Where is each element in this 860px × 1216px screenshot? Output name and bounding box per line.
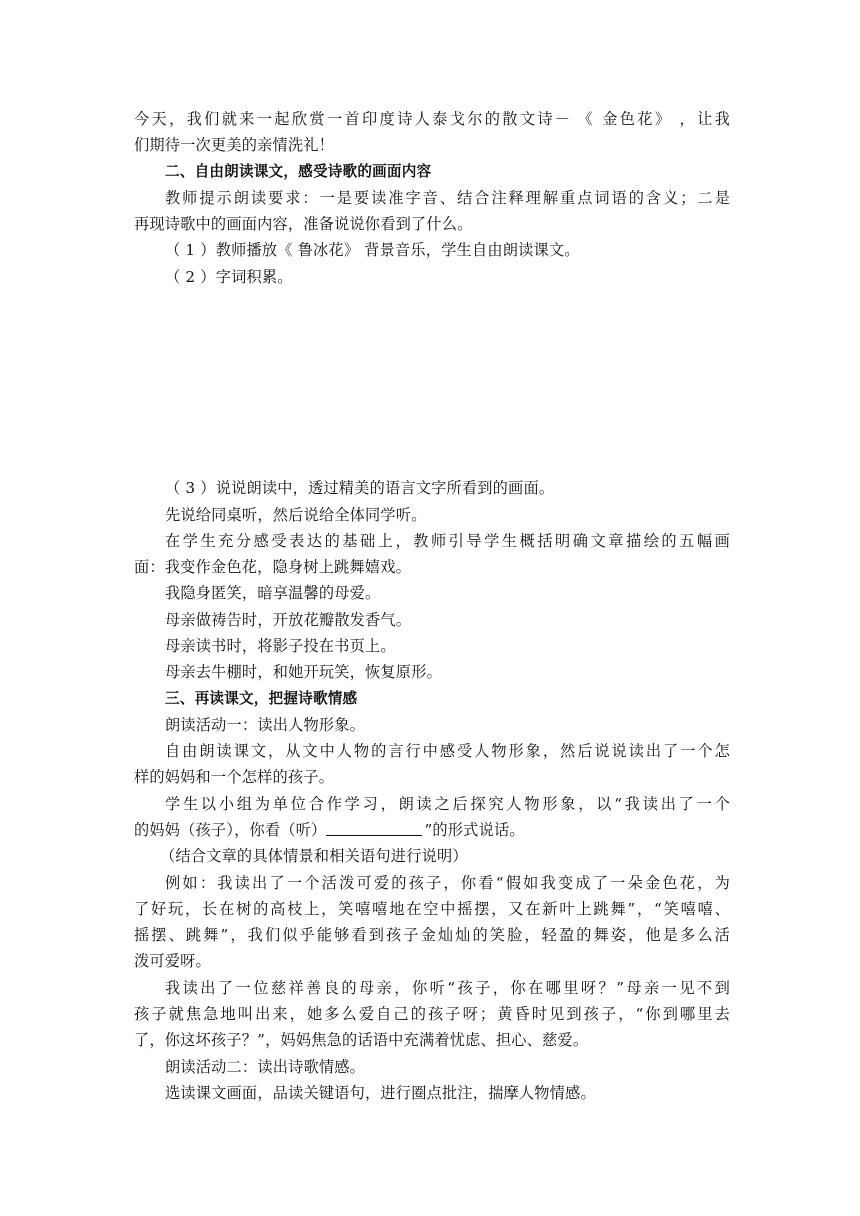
paragraph-line: 例如：我读出了一个活泼可爱的孩子，你看“假如我变成了一朵金色花，为 xyxy=(165,874,730,892)
paragraph-line: （结合文章的具体情景和相关语句进行说明） xyxy=(160,847,468,865)
paragraph-line: 泼可爱呀。 xyxy=(134,952,211,970)
paragraph-line: 母亲做祷告时，开放花瓣散发香气。 xyxy=(165,611,412,629)
paragraph-line: 自由朗读课文，从文中人物的言行中感受人物形象，然后说说读出了一个怎 xyxy=(165,742,730,760)
paragraph-line: 摇摆、跳舞”，我们似乎能够看到孩子金灿灿的笑脸，轻盈的舞姿，他是多么活 xyxy=(134,926,730,944)
section-heading: 三、再读课文，把握诗歌情感 xyxy=(165,690,358,707)
paragraph-line: 样的妈妈和一个怎样的孩子。 xyxy=(134,768,335,786)
paragraph-line: 母亲去牛棚时，和她开玩笑，恢复原形。 xyxy=(165,663,442,681)
section-heading: 二、自由朗读课文，感受诗歌的画面内容 xyxy=(165,163,432,180)
paragraph-line: 先说给同桌听，然后说给全体同学听。 xyxy=(165,506,427,524)
paragraph-line: （ 1 ）教师播放《 鲁冰花》 背景音乐，学生自由朗读课文。 xyxy=(165,241,580,259)
paragraph-line: 再现诗歌中的画面内容，准备说说你看到了什么。 xyxy=(134,215,473,233)
fill-in-blank xyxy=(326,820,422,836)
paragraph-line: 选读课文画面，品读关键语句，进行圈点批注，揣摩人物情感。 xyxy=(165,1084,596,1102)
paragraph-line: 我读出了一位慈祥善良的母亲，你听“孩子，你在哪里呀？”母亲一见不到 xyxy=(165,979,730,997)
paragraph-line: 朗读活动二：读出诗歌情感。 xyxy=(165,1058,366,1076)
paragraph-line: （ 3 ）说说朗读中，透过精美的语言文字所看到的画面。 xyxy=(165,479,555,497)
paragraph-line: 母亲读书时，将影子投在书页上。 xyxy=(165,637,396,655)
paragraph-line: 在学生充分感受表达的基础上，教师引导学生概括明确文章描绘的五幅画 xyxy=(165,532,730,550)
line-text: 的妈妈（孩子），你看（听） xyxy=(134,821,327,839)
paragraph-line: 了，你这坏孩子？”，妈妈焦急的话语中充满着忧虑、担心、慈爱。 xyxy=(134,1031,589,1049)
paragraph-line: 学生以小组为单位合作学习，朗读之后探究人物形象，以“我读出了一个 xyxy=(165,795,730,813)
paragraph-line: （ 2 ）字词积累。 xyxy=(165,268,293,286)
paragraph-line: 孩子就焦急地叫出来，她多么爱自己的孩子呀；黄昏时见到孩子，“你到哪里去 xyxy=(134,1005,730,1023)
paragraph-line: 们期待一次更美的亲情洗礼！ xyxy=(134,136,335,154)
paragraph-line: 面：我变作金色花，隐身树上跳舞嬉戏。 xyxy=(134,558,411,576)
paragraph-line: 了好玩，长在树的高枝上，笑嘻嘻地在空中摇摆，又在新叶上跳舞”，“笑嘻嘻、 xyxy=(134,900,730,918)
line-text: ”的形式说话。 xyxy=(424,821,525,839)
paragraph-line: 朗读活动一：读出人物形象。 xyxy=(165,716,366,734)
paragraph-line xyxy=(134,817,525,843)
paragraph-line: 我隐身匿笑，暗享温馨的母爱。 xyxy=(165,584,381,602)
paragraph-line: 今天，我们就来一起欣赏一首印度诗人泰戈尔的散文诗－ 《 金色花》 ，让我 xyxy=(134,110,730,128)
paragraph-line: 教师提示朗读要求：一是要读准字音、结合注释理解重点词语的含义；二是 xyxy=(165,189,730,207)
